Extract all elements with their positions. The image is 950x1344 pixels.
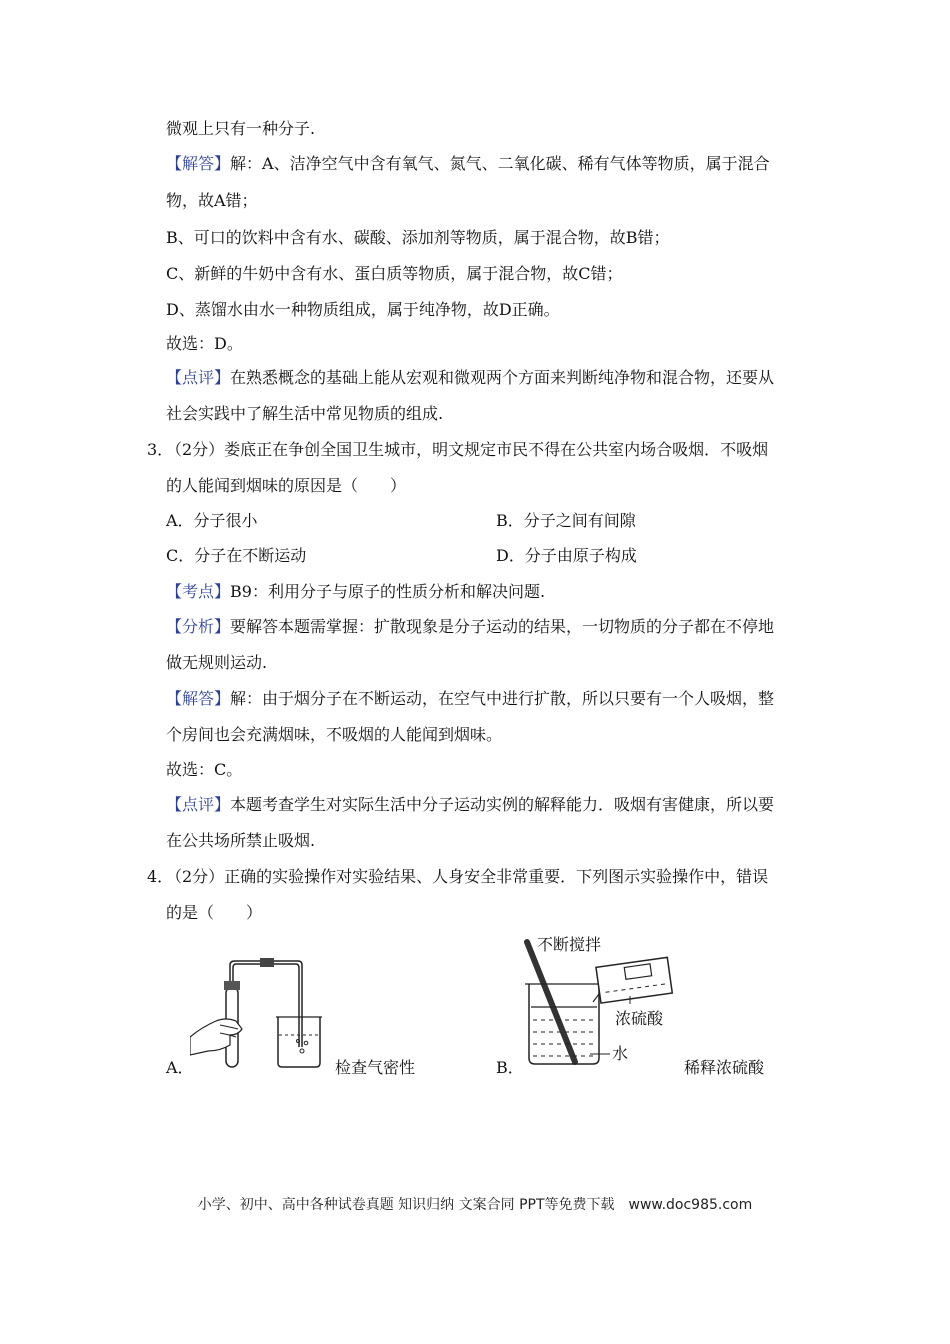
q2-answer-line-2: 物，故A错； [166,191,258,210]
q3-point-tag: 【考点】 [166,582,231,601]
q3-option-a: A．分子很小 [166,511,258,530]
q3-number: 3． [147,440,174,459]
q2-answer-line-3: B、可口的饮料中含有水、碳酸、添加剂等物质，属于混合物，故B错； [166,228,670,247]
q3-answer-tag: 【解答】 [166,689,231,708]
q3-answer-line-1: 【解答】解：由于烟分子在不断运动，在空气中进行扩散，所以只要有一个人吸烟，整 [166,689,775,708]
q2-comment-line-1: 【点评】在熟悉概念的基础上能从宏观和微观两个方面来判断纯净物和混合物，还要从 [166,368,775,387]
q3-choice: 故选：C。 [166,760,243,779]
q3-stem-line-2: 的人能闻到烟味的原因是（ ） [166,476,407,495]
q3-answer-line-2: 个房间也会充满烟味，不吸烟的人能闻到烟味。 [166,725,503,744]
q3-analysis-line-2: 做无规则运动. [166,653,268,672]
airtightness-check-figure [190,955,330,1070]
dilute-sulfuric-acid-figure [515,932,680,1072]
q3-option-d: D．分子由原子构成 [496,546,637,565]
q3-analysis-tag: 【分析】 [166,617,231,636]
q3-comment-line-1: 【点评】本题考查学生对实际生活中分子运动实例的解释能力．吸烟有害健康，所以要 [166,795,775,814]
q3-analysis-line-1: 【分析】要解答本题需掌握：扩散现象是分子运动的结果，一切物质的分子都在不停地 [166,617,775,636]
q3-option-b: B．分子之间有间隙 [496,511,636,530]
q2-answer-line-4: C、新鲜的牛奶中含有水、蛋白质等物质，属于混合物，故C错； [166,264,623,283]
q4-option-b-caption: 稀释浓硫酸 [684,1058,765,1077]
page-footer: 小学、初中、高中各种试卷真题 知识归纳 文案合同 PPT等免费下载 www.doc985.com [197,1197,753,1213]
q4-stem-line-1: （2分）正确的实验操作对实验结果、人身安全非常重要．下列图示实验操作中，错误 [166,867,769,886]
q3-point-line: 【考点】B9：利用分子与原子的性质分析和解决问题. [166,582,546,601]
q3-comment-line-2: 在公共场所禁止吸烟. [166,831,316,850]
q3-comment-tag: 【点评】 [166,795,231,814]
q2-answer-line-1: 【解答】解：A、洁净空气中含有氧气、氮气、二氧化碳、稀有气体等物质，属于混合 [166,154,770,173]
q2-choice: 故选：D。 [166,334,243,353]
q3-option-c: C．分子在不断运动 [166,546,307,565]
q2-analysis-tail: 微观上只有一种分子. [166,119,316,138]
stir-label: 不断搅拌 [537,935,602,954]
q4-number: 4． [147,867,174,886]
water-label: 水 [612,1044,629,1063]
q4-option-a-caption: 检查气密性 [335,1058,416,1077]
q2-comment-line-2: 社会实践中了解生活中常见物质的组成. [166,404,444,423]
q3-stem-line-1: （2分）娄底正在争创全国卫生城市，明文规定市民不得在公共室内场合吸烟．不吸烟 [166,440,769,459]
q2-comment-tag: 【点评】 [166,368,231,387]
q4-option-b-label: B． [496,1058,524,1077]
acid-label: 浓硫酸 [615,1009,664,1028]
q4-stem-line-2: 的是（ ） [166,903,263,922]
q2-answer-tag: 【解答】 [166,154,231,173]
q2-answer-line-5: D、蒸馏水由水一种物质组成，属于纯净物，故D正确。 [166,300,560,319]
q4-option-a-label: A． [166,1058,194,1077]
